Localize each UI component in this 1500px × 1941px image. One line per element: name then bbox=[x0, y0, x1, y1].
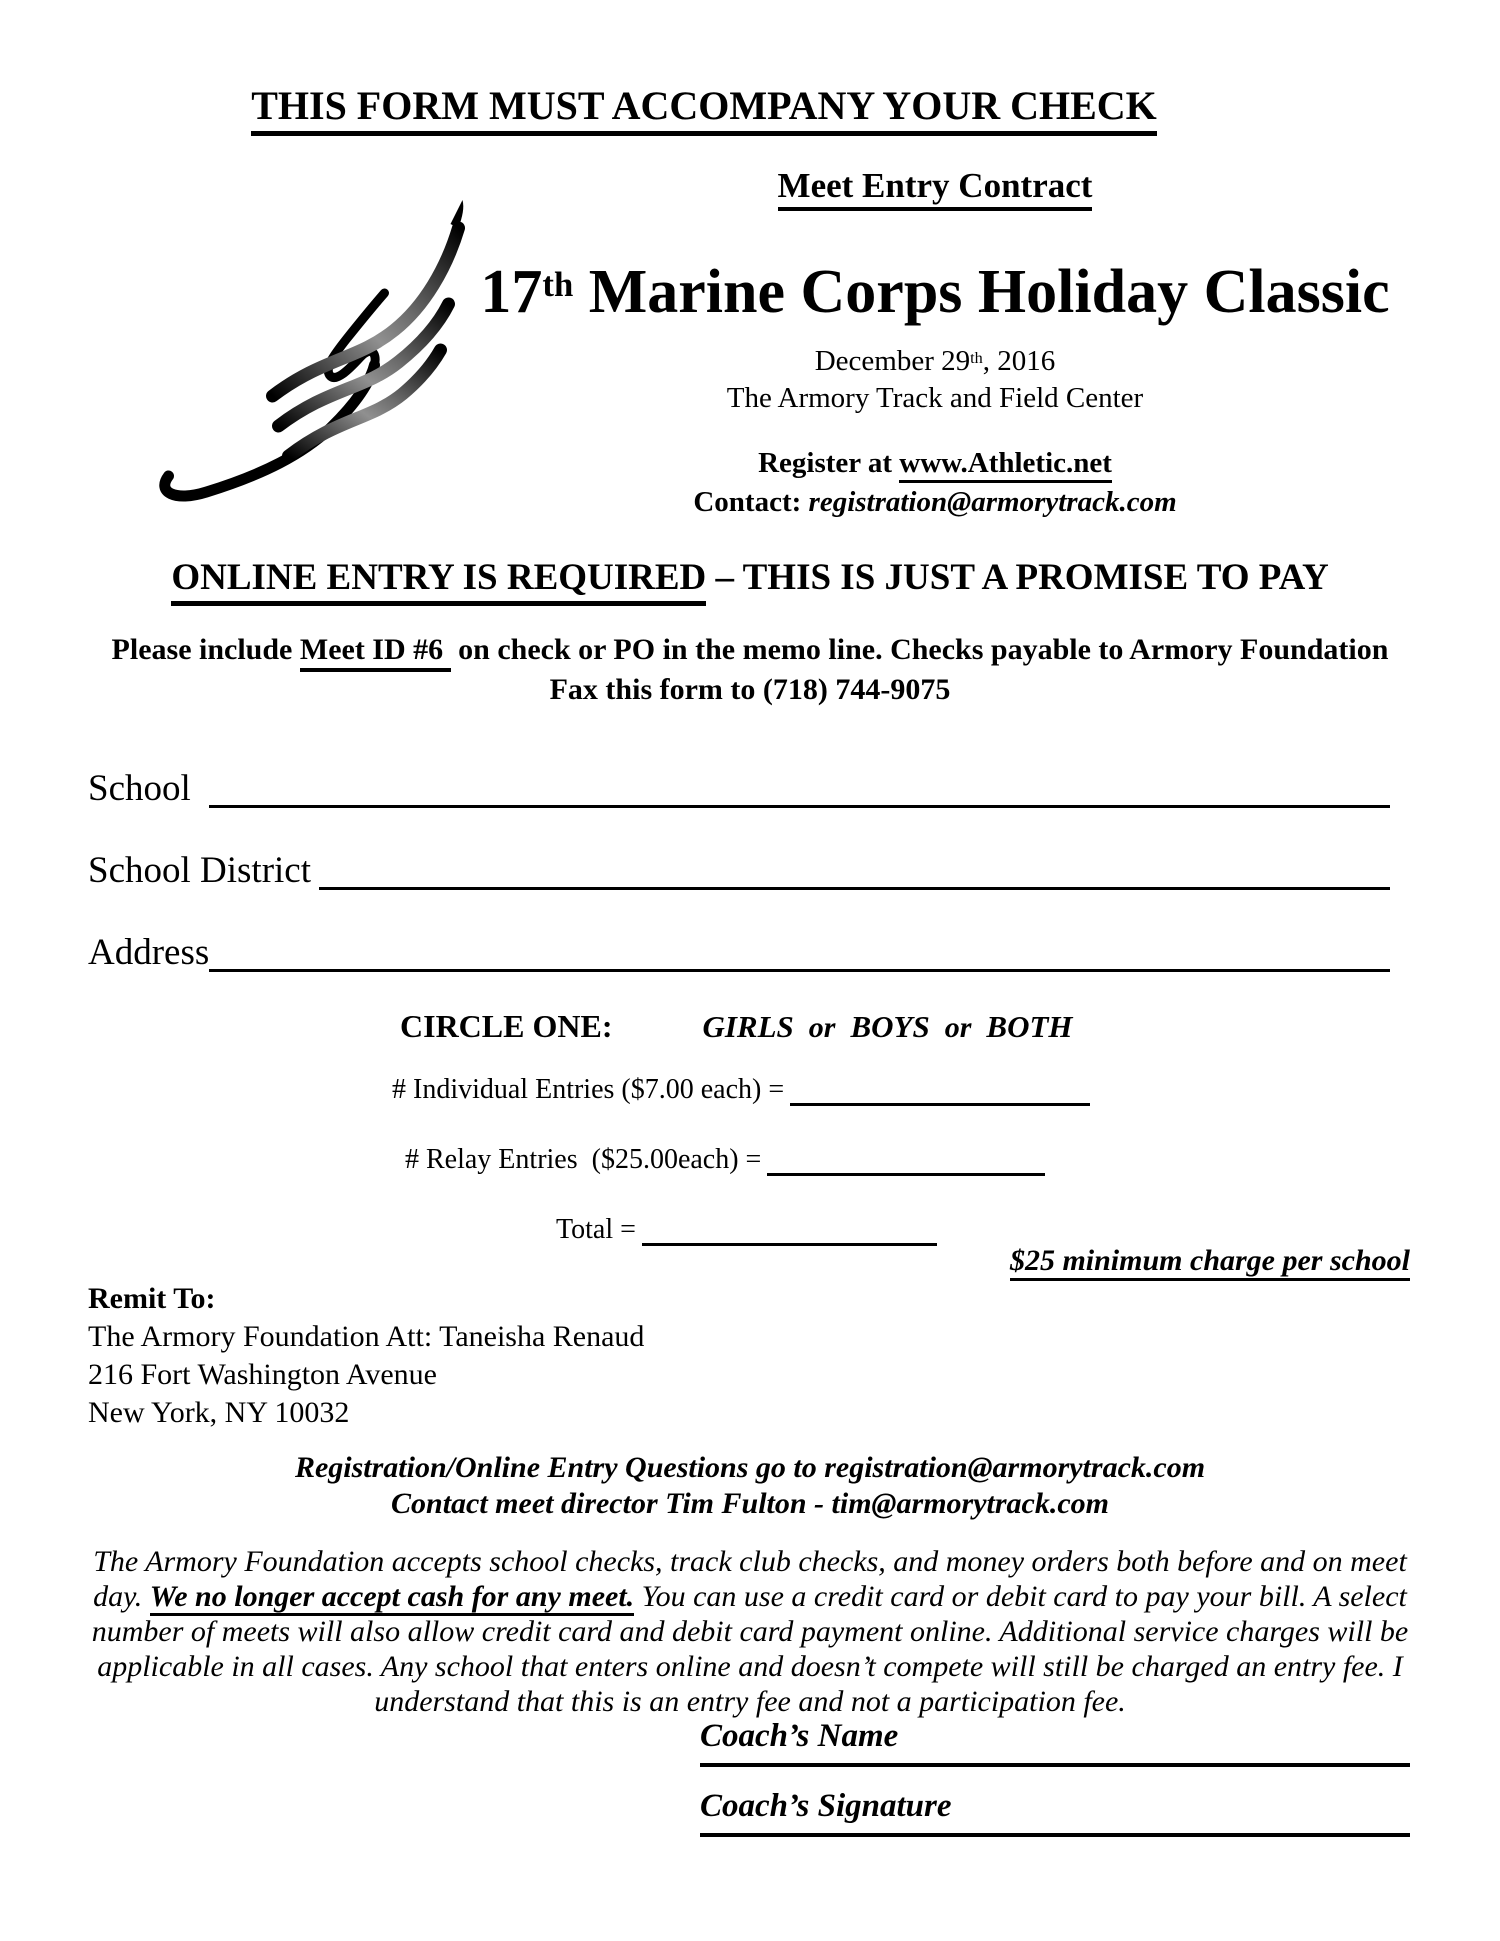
relay-entries-label: # Relay Entries ($25.00each) = bbox=[405, 1144, 762, 1175]
memo-instructions bbox=[0, 630, 1500, 710]
total-label: Total = bbox=[556, 1214, 636, 1245]
registration-questions-line: Registration/Online Entry Questions go to registration@armorytrack.com bbox=[294, 1451, 1206, 1484]
contact-line: Contact: registration@armorytrack.com bbox=[693, 486, 1177, 518]
option-girls: GIRLS bbox=[702, 1009, 794, 1044]
individual-entries-label: # Individual Entries ($7.00 each) = bbox=[392, 1074, 785, 1105]
date-superscript: th bbox=[970, 348, 983, 367]
relay-entries-row bbox=[405, 1144, 1045, 1176]
no-cash-policy-underlined: We no longer accept cash for any meet. bbox=[150, 1580, 634, 1616]
address-label: Address bbox=[88, 932, 210, 973]
school-fill-line bbox=[209, 795, 1390, 808]
event-title: 17th Marine Corps Holiday Classic bbox=[480, 258, 1390, 326]
payment-policy-paragraph: The Armory Foundation accepts school checks, track club checks, and money orders both before and on meet day. We no longer accept cash for any meet. You can use a credit card or debit card to pay your bill. A select number of meets will also allow credit card and debit card payment online. Additional service charges will be applicable in all cases. Any school that enters online and doesn’t compete will still be charged an entry fee. I understand that this is an entry fee and not a participation fee. bbox=[91, 1545, 1416, 1718]
memo-line: Please include Meet ID #6 on check or PO in the memo line. Checks payable to Armory Foundation bbox=[0, 630, 1500, 670]
footer-notes bbox=[88, 1450, 1416, 1719]
banner-text: THIS FORM MUST ACCOMPANY YOUR CHECK bbox=[251, 83, 1157, 136]
online-entry-underlined: ONLINE ENTRY IS REQUIRED bbox=[171, 557, 706, 606]
meet-director-line: Contact meet director Tim Fulton - tim@armorytrack.com bbox=[391, 1487, 1109, 1520]
address-field-row bbox=[88, 926, 1390, 974]
form-type-heading: Meet Entry Contract bbox=[370, 166, 1500, 206]
coach-signature-row bbox=[700, 1788, 1410, 1837]
remit-line-3: New York, NY 10032 bbox=[88, 1396, 350, 1429]
total-row bbox=[556, 1214, 937, 1246]
individual-entries-fill-line bbox=[790, 1081, 1090, 1106]
option-boys: BOYS bbox=[850, 1009, 930, 1044]
or-separator: or bbox=[808, 1011, 836, 1044]
school-district-label: School District bbox=[88, 850, 312, 891]
coach-name-label: Coach’s Name bbox=[700, 1718, 899, 1754]
minimum-charge-note: $25 minimum charge per school bbox=[1010, 1244, 1410, 1278]
contact-email-link[interactable]: registration@armorytrack.com bbox=[808, 486, 1177, 518]
school-label: School bbox=[88, 768, 191, 809]
coach-signature-label: Coach’s Signature bbox=[700, 1788, 952, 1824]
remit-line-2: 216 Fort Washington Avenue bbox=[88, 1358, 437, 1391]
meet-id-underlined: Meet ID #6 bbox=[300, 633, 451, 672]
coach-name-signature-row bbox=[700, 1718, 1410, 1767]
or-separator: or bbox=[944, 1011, 972, 1044]
school-district-fill-line bbox=[319, 877, 1390, 890]
online-entry-notice: ONLINE ENTRY IS REQUIRED – THIS IS JUST A PROMISE TO PAY bbox=[0, 556, 1500, 599]
circle-one-row bbox=[400, 1008, 1073, 1045]
total-fill-line bbox=[642, 1221, 937, 1246]
header bbox=[370, 166, 1500, 519]
option-both: BOTH bbox=[986, 1009, 1073, 1044]
register-url-link[interactable]: www.Athletic.net bbox=[899, 447, 1112, 483]
remit-to-block bbox=[88, 1280, 644, 1432]
remit-line-1: The Armory Foundation Att: Taneisha Renaud bbox=[88, 1320, 645, 1353]
circle-one-label: CIRCLE ONE: bbox=[400, 1008, 613, 1044]
individual-entries-row bbox=[392, 1074, 1090, 1106]
relay-entries-fill-line bbox=[767, 1151, 1045, 1176]
title-superscript: th bbox=[542, 265, 574, 305]
school-district-field-row bbox=[88, 844, 1390, 892]
address-fill-line bbox=[209, 959, 1390, 972]
school-field-row bbox=[88, 762, 1390, 810]
register-line: Register at www.Athletic.net bbox=[370, 447, 1500, 480]
venue: The Armory Track and Field Center bbox=[726, 382, 1144, 414]
remit-to-heading: Remit To: bbox=[88, 1282, 216, 1315]
banner bbox=[0, 82, 1408, 129]
fax-line: Fax this form to (718) 744-9075 bbox=[549, 673, 951, 706]
event-date: December 29th, 2016 bbox=[814, 345, 1056, 377]
